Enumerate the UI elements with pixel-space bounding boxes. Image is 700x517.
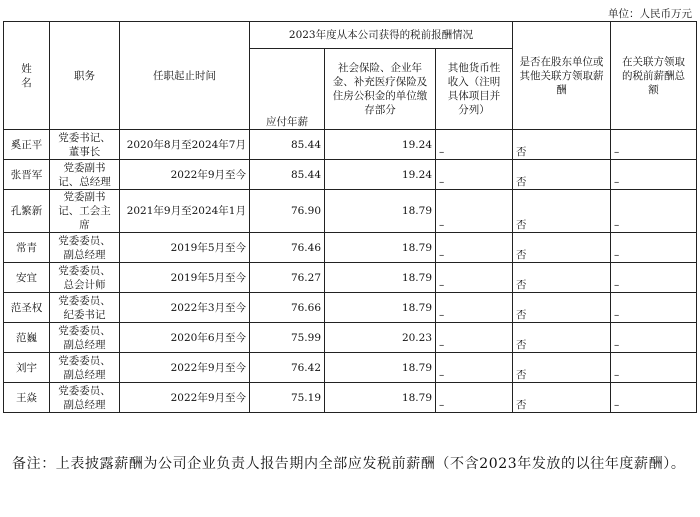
cell-position: 党委委员、副总经理 (50, 233, 120, 263)
header-salary: 应付年薪 (250, 49, 325, 130)
cell-term: 2022年9月至今 (120, 383, 250, 413)
header-row-1 (4, 22, 697, 49)
cell-term: 2019年5月至今 (120, 233, 250, 263)
header-pay-group: 2023年度从本公司获得的税前报酬情况 (250, 22, 513, 49)
cell-position: 党委副书记、总经理 (50, 160, 120, 190)
cell-name: 王焱 (4, 383, 50, 413)
cell-position: 党委委员、副总经理 (50, 383, 120, 413)
table-row (4, 190, 697, 233)
table-row (4, 353, 697, 383)
table-row (4, 160, 697, 190)
cell-term: 2022年9月至今 (120, 353, 250, 383)
cell-salary: 76.27 (250, 263, 325, 293)
table-row (4, 263, 697, 293)
cell-other-income: – (436, 130, 513, 160)
cell-position: 党委委员、纪委书记 (50, 293, 120, 323)
table-row (4, 293, 697, 323)
cell-shareholder-pay: 否 (513, 263, 611, 293)
table-row (4, 383, 697, 413)
cell-position: 党委委员、总会计师 (50, 263, 120, 293)
cell-shareholder-pay: 否 (513, 293, 611, 323)
cell-other-income: – (436, 323, 513, 353)
cell-social-insurance: 18.79 (325, 383, 436, 413)
cell-term: 2019年5月至今 (120, 263, 250, 293)
cell-shareholder-pay: 否 (513, 233, 611, 263)
cell-name: 常青 (4, 233, 50, 263)
cell-term: 2022年3月至今 (120, 293, 250, 323)
header-related-total: 在关联方领取的税前薪酬总额 (611, 22, 697, 130)
table-row (4, 323, 697, 353)
cell-term: 2020年6月至今 (120, 323, 250, 353)
cell-social-insurance: 18.79 (325, 233, 436, 263)
cell-other-income: – (436, 383, 513, 413)
cell-other-income: – (436, 190, 513, 233)
cell-related-total: – (611, 293, 697, 323)
cell-social-insurance: 18.79 (325, 293, 436, 323)
cell-other-income: – (436, 293, 513, 323)
salary-table (3, 21, 697, 413)
cell-salary: 85.44 (250, 130, 325, 160)
header-social-insurance: 社会保险、企业年金、补充医疗保险及住房公积金的单位缴存部分 (325, 49, 436, 130)
cell-social-insurance: 18.79 (325, 190, 436, 233)
header-other-income: 其他货币性收入（注明具体项目并分列） (436, 49, 513, 130)
cell-related-total: – (611, 233, 697, 263)
table-row (4, 130, 697, 160)
cell-social-insurance: 20.23 (325, 323, 436, 353)
cell-name: 范圣权 (4, 293, 50, 323)
cell-shareholder-pay: 否 (513, 323, 611, 353)
cell-other-income: – (436, 233, 513, 263)
cell-salary: 76.46 (250, 233, 325, 263)
header-position: 职务 (50, 22, 120, 130)
footnote: 备注：上表披露薪酬为公司企业负责人报告期内全部应发税前薪酬（不含2023年发放的以往年度薪酬）。 (12, 456, 686, 472)
cell-name: 孔繁新 (4, 190, 50, 233)
header-shareholder-pay: 是否在股东单位或其他关联方领取薪酬 (513, 22, 611, 130)
cell-other-income: – (436, 160, 513, 190)
cell-related-total: – (611, 190, 697, 233)
cell-term: 2021年9月至2024年1月 (120, 190, 250, 233)
cell-related-total: – (611, 160, 697, 190)
cell-name: 范巍 (4, 323, 50, 353)
cell-name: 刘宇 (4, 353, 50, 383)
cell-salary: 75.19 (250, 383, 325, 413)
cell-social-insurance: 18.79 (325, 353, 436, 383)
cell-related-total: – (611, 383, 697, 413)
cell-salary: 75.99 (250, 323, 325, 353)
cell-social-insurance: 18.79 (325, 263, 436, 293)
cell-shareholder-pay: 否 (513, 130, 611, 160)
header-term: 任职起止时间 (120, 22, 250, 130)
cell-position: 党委委员、副总经理 (50, 323, 120, 353)
cell-position: 党委委员、副总经理 (50, 353, 120, 383)
cell-shareholder-pay: 否 (513, 160, 611, 190)
cell-salary: 76.42 (250, 353, 325, 383)
cell-related-total: – (611, 130, 697, 160)
cell-salary: 76.66 (250, 293, 325, 323)
cell-social-insurance: 19.24 (325, 130, 436, 160)
cell-shareholder-pay: 否 (513, 190, 611, 233)
cell-position: 党委副书记、工会主席 (50, 190, 120, 233)
cell-salary: 85.44 (250, 160, 325, 190)
cell-shareholder-pay: 否 (513, 353, 611, 383)
cell-name: 安宜 (4, 263, 50, 293)
cell-social-insurance: 19.24 (325, 160, 436, 190)
cell-related-total: – (611, 353, 697, 383)
cell-salary: 76.90 (250, 190, 325, 233)
cell-other-income: – (436, 263, 513, 293)
cell-term: 2020年8月至2024年7月 (120, 130, 250, 160)
cell-term: 2022年9月至今 (120, 160, 250, 190)
cell-position: 党委书记、董事长 (50, 130, 120, 160)
header-name: 姓名 (4, 22, 50, 130)
unit-label: 单位：人民币万元 (608, 8, 692, 20)
cell-shareholder-pay: 否 (513, 383, 611, 413)
table-row (4, 233, 697, 263)
cell-related-total: – (611, 263, 697, 293)
cell-name: 张晋军 (4, 160, 50, 190)
cell-other-income: – (436, 353, 513, 383)
cell-name: 奚正平 (4, 130, 50, 160)
cell-related-total: – (611, 323, 697, 353)
